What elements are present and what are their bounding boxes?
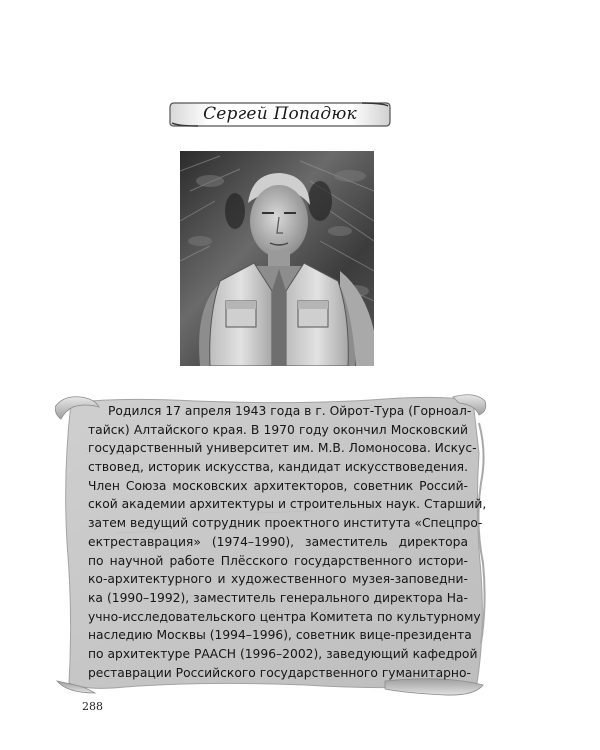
bio-line: ствовед, историк искусства, кандидат искусствоведения. (88, 460, 468, 475)
bio-line: наследию Москвы (1994–1996), советник вице-президента (88, 628, 472, 643)
title-banner (168, 101, 392, 127)
bio-line: Родился 17 апреля 1943 года в г. Ойрот-Тура (Горноал- (108, 404, 472, 418)
biography-scroll (55, 393, 488, 696)
bio-line: реставрации Российского государственного гуманитарно- (88, 665, 471, 680)
bio-line: затем ведущий сотрудник проектного института «Спецпро- (88, 516, 483, 531)
author-name-title: Сергей Попадюк (203, 104, 357, 124)
bio-line: Член Союза московских архитекторов, советник Россий- (88, 478, 468, 493)
bio-line: ской академии архитектуры и строительных наук. Старший, (88, 497, 487, 512)
biography-text (88, 402, 487, 682)
bio-line: тайск) Алтайского края. В 1970 году окончил Московский (88, 422, 468, 437)
bio-line: по архитектуре РААСН (1996–2002), заведующий кафедрой (88, 646, 478, 661)
bio-line: государственный университет им. М.В. Ломоносова. Искус- (88, 441, 477, 456)
bio-line: ектреставрация» (1974–1990), заместитель директора (88, 534, 468, 549)
bio-line: ко-архитектурного и художественного музея-заповедни- (88, 572, 468, 587)
portrait-image (180, 151, 374, 366)
bio-line: ка (1990–1992), заместитель генерального директора На- (88, 590, 468, 605)
page-number: 288 (82, 700, 103, 713)
bio-line: учно-исследовательского центра Комитета по культурному (88, 609, 481, 624)
bio-line: по научной работе Плёсского государственного истори- (88, 553, 468, 568)
portrait-photo (180, 151, 374, 366)
